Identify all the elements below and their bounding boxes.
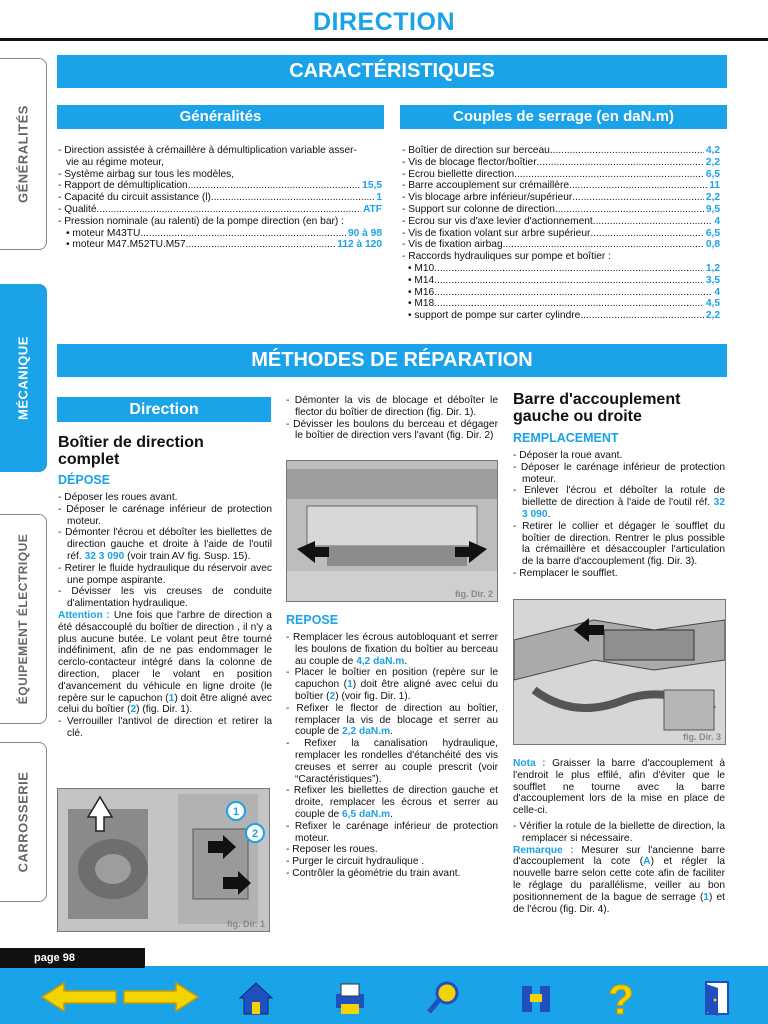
- repose-title: REPOSE: [286, 613, 339, 627]
- sidebar-tab-mecanique[interactable]: [0, 284, 47, 472]
- spec-row: - Boîtier de direction sur berceau ..... 4,2: [402, 145, 720, 157]
- spec-row: • support de pompe sur carter cylindre ..... 2,2: [402, 310, 720, 322]
- spec-row: • M10 ..... 1,2: [402, 263, 720, 275]
- list-item: - Dévisser les boulons du berceau et dégager le boîtier de direction vers l'avant (fig. Dir. 2): [286, 418, 498, 442]
- spec-row: - Écrou biellette direction ..... 6,5: [402, 169, 720, 181]
- list-item: - Refixer la canalisation hydraulique, remplacer les rondelles d'étanchéité des vis creuses et serrer au couple prescrit (voir “Caractéristiques”).: [286, 738, 498, 785]
- sidebar-tab-label: ÉQUIPEMENT ÉLECTRIQUE: [16, 533, 30, 705]
- list-item: - Refixer le flector de direction au boîtier, remplacer la vis de blocage et serrer au couple de 2,2 daN.m.: [286, 702, 498, 738]
- fig-label: fig. Dir. 3: [682, 732, 721, 742]
- notes-list: [513, 758, 725, 915]
- attention-note: Attention : Une fois que l'arbre de direction a été désaccouplé du boîtier de direction , il n'y a plus aucune butée. Le volant peut être tourné indéfiniment, afin de ne pas endommager le cerclo-contacteur intégré dans la colonne de direction, placer le volant en position d'avancement du véhicule en ligne droite (le repère sur le capuchon (1) doit être aligné avec celui du boîtier (2) (fig. Dir. 1).: [58, 609, 272, 716]
- top-rule: [0, 38, 768, 41]
- spec-row: • moteur M43TU ..... 90 à 98: [58, 228, 382, 240]
- arrow-left-icon[interactable]: [40, 980, 120, 1014]
- list-item: - Pression nominale (au ralenti) de la pompe direction (en bar) :: [58, 215, 344, 227]
- svg-text:?: ?: [608, 976, 634, 1020]
- spec-row: - Vis de fixation airbag ..... 0,8: [402, 239, 720, 251]
- list-item: - Verrouiller l'antivol de direction et retirer la clé.: [58, 716, 272, 739]
- page-title: DIRECTION: [313, 8, 455, 36]
- caracteristiques-banner: CARACTÉRISTIQUES: [57, 55, 727, 88]
- depose-title: DÉPOSE: [58, 473, 111, 487]
- list-item: - Retirer le fluide hydraulique du réservoir avec une pompe aspirante.: [58, 562, 272, 586]
- repose-list: [286, 632, 498, 880]
- spec-row: - Support sur colonne de direction ..... 9,5: [402, 204, 720, 216]
- direction-subheader: Direction: [57, 397, 271, 422]
- sidebar-tab-equipement[interactable]: [0, 514, 47, 724]
- generalites-header: Généralités: [57, 105, 384, 129]
- fig-dir-1-drawing: [58, 789, 269, 931]
- methodes-banner: MÉTHODES DE RÉPARATION: [57, 344, 727, 377]
- fig-label: fig. Dir. 2: [454, 589, 493, 599]
- page-number: page 98: [0, 948, 145, 968]
- barre-title: Barre d'accouplement gauche ou droite: [513, 391, 681, 425]
- callout-1: 1: [232, 806, 240, 818]
- home-icon[interactable]: [236, 978, 276, 1018]
- spec-row: • moteur M47.M52TU.M57 ..... 112 à 120: [58, 239, 382, 251]
- spec-row: - Vis de blocage flector/boîtier ..... 2,2: [402, 157, 720, 169]
- list-item: - Raccords hydrauliques sur pompe et boîtier :: [402, 251, 611, 263]
- fig-dir-3-drawing: [514, 600, 725, 744]
- callout-2: 2: [251, 828, 259, 840]
- list-item: - Déposer les roues avant.: [58, 492, 178, 503]
- nota-note: Nota : Graisser la barre d'accouplement à l'endroit le plus effilé, afin d'éviter que le soufflet ne tourne avec la barre d'accouplement lors de la mise en place de celle-ci.: [513, 758, 725, 817]
- list-item: - Système airbag sur tous les modèles,: [58, 168, 235, 180]
- list-item: - Retirer le collier et dégager le soufflet du boîtier de direction. Rentrer le plus possible la crémaillère et désaccoupler l'articulation de la barre d'accouplement (fig. Dir. 3).: [513, 520, 725, 568]
- spec-row: - Qualité ..... ATF: [58, 204, 382, 216]
- generalites-list: [58, 145, 382, 251]
- remarque-note: Remarque : Mesurer sur l'ancienne barre d'accouplement la cote (A) et régler la nouvelle barre selon cette cote afin de faciliter le réglage du parallélisme, veiller au bon positionnement de la bague de serrage (1) et de l'écrou (fig. Dir. 4).: [513, 844, 726, 915]
- list-item: vie au régime moteur,: [66, 156, 164, 168]
- fig-label: fig. Dir. 1: [226, 919, 265, 929]
- spec-row: - Vis de fixation volant sur arbre supérieur ..... 6,5: [402, 228, 720, 240]
- list-item: - Dévisser les vis creuses de conduite d'alimentation hydraulique.: [58, 586, 272, 610]
- binoculars-icon[interactable]: [516, 978, 556, 1018]
- remplacement-title: REMPLACEMENT: [513, 431, 619, 445]
- list-item: - Vérifier la rotule de la biellette de direction, la remplacer si nécessaire.: [513, 820, 725, 844]
- list-item: - Déposer le carénage inférieur de protection moteur.: [58, 503, 272, 527]
- sidebar-tab-label: MÉCANIQUE: [15, 336, 31, 420]
- print-icon[interactable]: [330, 978, 370, 1018]
- fig-dir-2-drawing: [287, 461, 497, 601]
- sidebar-tab-carrosserie[interactable]: [0, 742, 47, 902]
- sidebar-tab-label: GÉNÉRALITÉS: [15, 105, 31, 203]
- arrow-right-icon[interactable]: [120, 980, 200, 1014]
- remplacement-list: [513, 450, 725, 580]
- fig-dir-1: [57, 788, 270, 932]
- spec-row: - Vis blocage arbre inférieur/supérieur ..... 2,2: [402, 192, 720, 204]
- depose-list: [58, 492, 272, 740]
- list-item: - Enlever l'écrou et déboîter la rotule de biellette de direction à l'aide de l'outil réf. 32 3 090.: [513, 485, 725, 520]
- spec-row: - Capacité du circuit assistance (l) ..... 1: [58, 192, 382, 204]
- list-item: - Remplacer le soufflet.: [513, 567, 618, 579]
- spec-row: - Rapport de démultiplication ..... 15,5: [58, 180, 382, 192]
- list-item: - Démonter l'écrou et déboîter les biellettes de direction gauche et droite à l'aide de l'outil réf. 32 3 090 (voir train AV fig. Susp. 15).: [58, 527, 272, 562]
- search-icon[interactable]: [424, 978, 464, 1018]
- list-item: - Contrôler la géométrie du train avant.: [286, 867, 461, 879]
- spec-row: - Écrou sur vis d'axe levier d'actionnement ..... 4: [402, 216, 720, 228]
- list-item: - Démonter la vis de blocage et déboîter le flector du boîtier de direction (fig. Dir. 1).: [286, 395, 498, 418]
- list-item: - Reposer les roues.: [286, 844, 378, 856]
- spec-row: • M16 ..... 4: [402, 287, 720, 299]
- couples-header: Couples de serrage (en daN.m): [400, 105, 727, 129]
- fig-dir-3: [513, 599, 726, 745]
- list-item: - Refixer le carénage inférieur de protection moteur.: [286, 820, 498, 844]
- list-item: - Placer le boîtier en position (repère sur le capuchon (1) doit être aligné avec celui du boîtier (2) (voir fig. Dir. 1).: [286, 667, 498, 702]
- list-item: - Déposer le carénage inférieur de protection moteur.: [513, 461, 725, 485]
- list-item: - Déposer la roue avant.: [513, 450, 623, 461]
- spec-row: • M18 ..... 4,5: [402, 298, 720, 310]
- fig-dir-2: [286, 460, 498, 602]
- help-icon[interactable]: [598, 976, 644, 1020]
- sidebar-tab-label: CARROSSERIE: [15, 771, 31, 873]
- list-item: - Purger le circuit hydraulique .: [286, 856, 425, 868]
- list-item: - Direction assistée à crémaillère à démultiplication variable asser-: [58, 145, 357, 156]
- boitier-title: Boîtier de direction complet: [58, 434, 204, 468]
- col2-top-list: [286, 395, 498, 442]
- sidebar-tab-generalites[interactable]: [0, 58, 47, 250]
- exit-icon[interactable]: [700, 978, 736, 1018]
- list-item: - Refixer les biellettes de direction gauche et droite, remplacer les écrous et serrer au couple de 6,5 daN.m.: [286, 785, 498, 820]
- list-item: - Remplacer les écrous autobloquant et serrer les boulons de fixation du boîtier au berceau au couple de 4,2 daN.m.: [286, 632, 498, 667]
- spec-row: • M14 ..... 3,5: [402, 275, 720, 287]
- spec-row: - Barre accouplement sur crémaillère ..... 11: [402, 180, 720, 192]
- couples-list: [402, 145, 720, 322]
